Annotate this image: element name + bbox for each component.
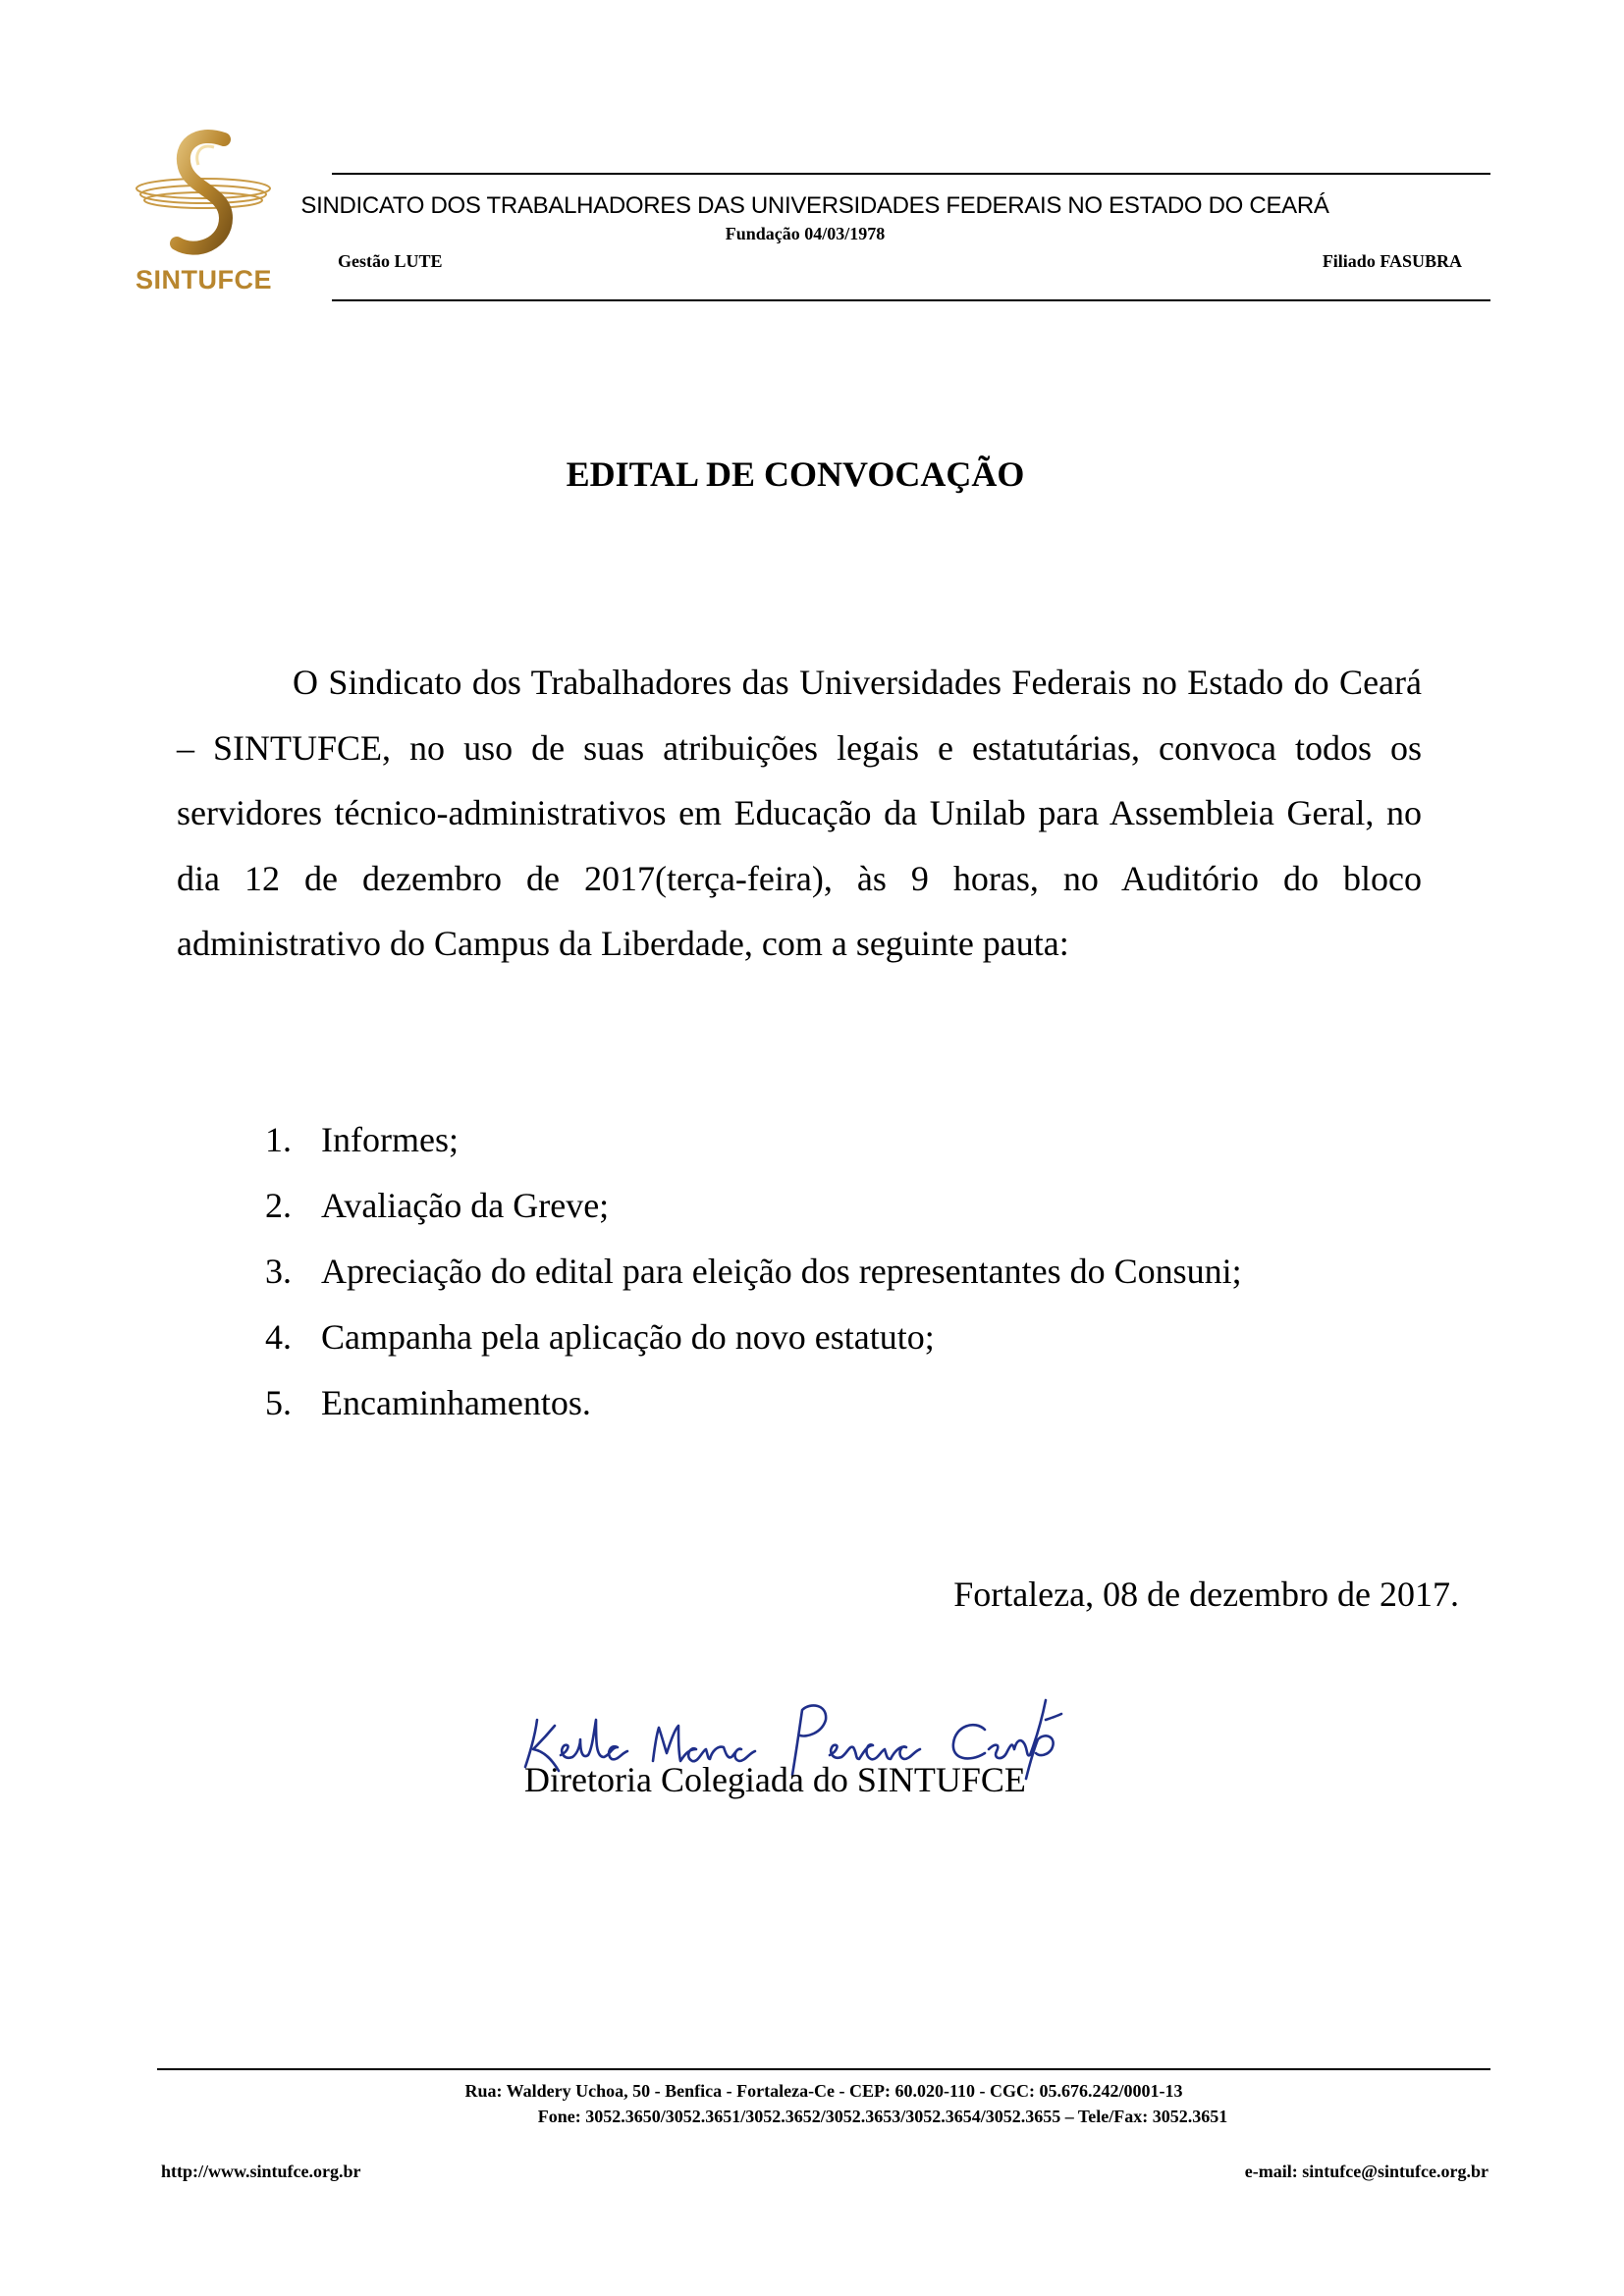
agenda-item-number: 4. <box>265 1317 292 1357</box>
document-title: EDITAL DE CONVOCAÇÃO <box>566 454 1025 494</box>
agenda-item-text: Informes; <box>321 1120 459 1159</box>
footer-phones: Fone: 3052.3650/3052.3651/3052.3652/3052.3653/3052.3654/3052.3655 – Tele/Fax: 3052.3651 <box>537 2107 1228 2126</box>
agenda-item-number: 3. <box>265 1252 292 1291</box>
logo-wordmark: SINTUFCE <box>135 265 272 294</box>
date-line: Fortaleza, 08 de dezembro de 2017. <box>953 1575 1459 1614</box>
founding-date: Fundação 04/03/1978 <box>725 224 886 243</box>
email-link[interactable]: e-mail: sintufce@sintufce.org.br <box>1244 2162 1489 2181</box>
footer-divider <box>157 2068 1490 2070</box>
agenda-list <box>265 1107 1443 1436</box>
agenda-item <box>265 1173 1443 1239</box>
agenda-item <box>265 1239 1443 1305</box>
agenda-item-number: 1. <box>265 1120 292 1159</box>
signatory-name: Diretoria Colegiada do SINTUFCE <box>524 1760 1026 1799</box>
agenda-item-number: 2. <box>265 1186 292 1225</box>
agenda-item <box>265 1305 1443 1370</box>
affiliation-label: Filiado FASUBRA <box>1322 251 1462 271</box>
agenda-item-text: Encaminhamentos. <box>321 1383 591 1422</box>
organization-name: SINDICATO DOS TRABALHADORES DAS UNIVERSIDADES FEDERAIS NO ESTADO DO CEARÁ <box>300 192 1329 219</box>
agenda-item <box>265 1107 1443 1173</box>
management-label: Gestão LUTE <box>338 251 443 271</box>
agenda-item-number: 5. <box>265 1383 292 1422</box>
footer-address: Rua: Waldery Uchoa, 50 - Benfica - Fortaleza-Ce - CEP: 60.020-110 - CGC: 05.676.242/0001-13 <box>464 2081 1183 2101</box>
agenda-item-text: Apreciação do edital para eleição dos representantes do Consuni; <box>321 1252 1242 1291</box>
agenda-item-text: Campanha pela aplicação do novo estatuto; <box>321 1317 935 1357</box>
agenda-item-text: Avaliação da Greve; <box>321 1186 610 1225</box>
header-divider-top <box>332 173 1490 175</box>
convocation-paragraph: O Sindicato dos Trabalhadores das Universidades Federais no Estado do Ceará – SINTUFCE, no uso de suas atribuições legais e estatutárias, convoca todos os servidores técnico-administrativos em Educação da Unilab para Assembleia Geral, no dia 12 de dezembro de 2017(terça-feira), às 9 horas, no Auditório do bloco administrativo do Campus da Liberdade, com a seguinte pauta: <box>177 663 1422 963</box>
header-divider-bottom <box>332 299 1490 301</box>
sintufce-emblem-icon <box>128 128 280 265</box>
website-link[interactable]: http://www.sintufce.org.br <box>161 2162 361 2181</box>
agenda-item <box>265 1370 1443 1436</box>
